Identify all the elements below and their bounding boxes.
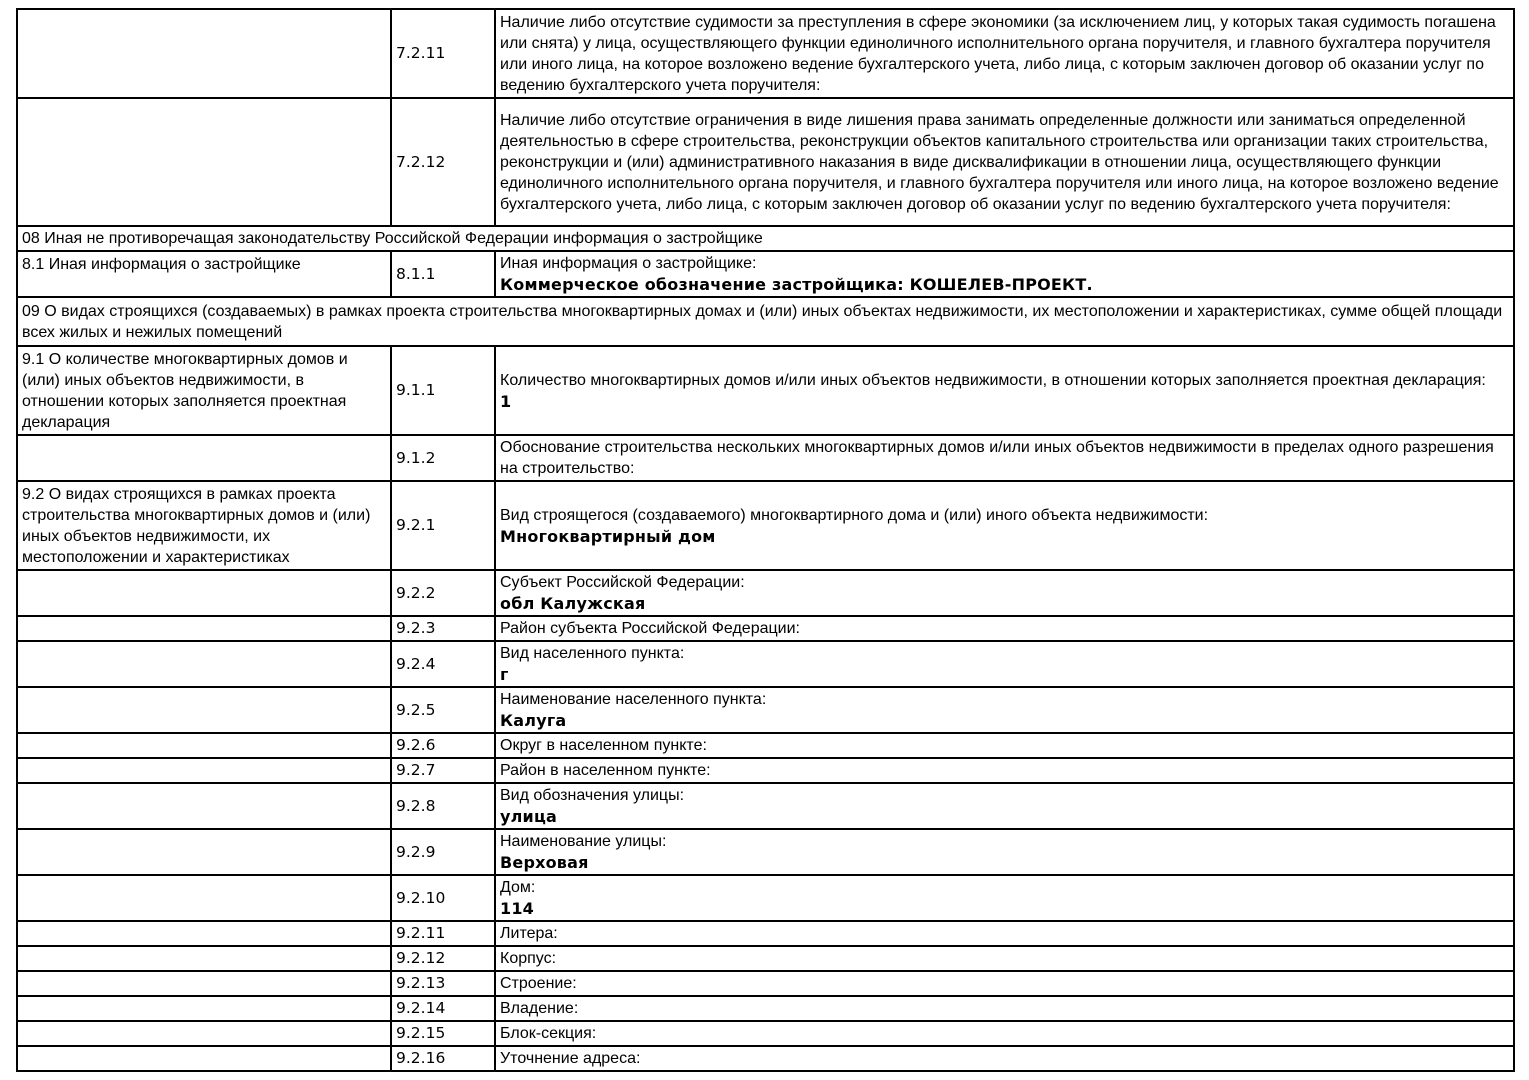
item-number: 9.2.7 bbox=[391, 758, 495, 783]
field-value: г bbox=[500, 665, 509, 684]
row-topic-cell bbox=[17, 9, 391, 98]
item-number: 9.2.12 bbox=[391, 946, 495, 971]
row-content-cell bbox=[495, 687, 1514, 733]
table-row bbox=[17, 829, 1514, 875]
field-label: Корпус: bbox=[500, 950, 557, 967]
row-content-cell bbox=[495, 996, 1514, 1021]
row-content-cell bbox=[495, 1021, 1514, 1046]
field-label: Литера: bbox=[500, 925, 558, 942]
row-content-cell bbox=[495, 1046, 1514, 1071]
item-number: 9.2.3 bbox=[391, 616, 495, 641]
item-number: 9.2.15 bbox=[391, 1021, 495, 1046]
field-label: Вид обозначения улицы: bbox=[500, 787, 685, 804]
row-topic-cell: 9.2 О видах строящихся в рамках проекта строительства многоквартирных домов и (или) иных объектов недвижимости, их местоположении и характеристиках bbox=[17, 481, 391, 570]
row-topic-cell bbox=[17, 641, 391, 687]
row-content-cell bbox=[495, 758, 1514, 783]
field-label: Иная информация о застройщике: bbox=[500, 255, 757, 272]
section-header-text: 09 О видах строящихся (создаваемых) в рамках проекта строительства многоквартирных домах и (или) иных объектах недвижимости, их местоположении и характеристиках, сумме общей площади всех жилых и нежилых помещений bbox=[17, 297, 1514, 346]
item-number: 9.2.8 bbox=[391, 783, 495, 829]
field-label: Уточнение адреса: bbox=[500, 1050, 641, 1067]
row-topic-cell bbox=[17, 1021, 391, 1046]
row-topic-cell bbox=[17, 829, 391, 875]
field-label: Наличие либо отсутствие судимости за преступления в сфере экономики (за исключением лиц, у которых такая судимость погашена или снята) у лица, осуществляющего функции единоличного исполнительного органа поручителя, и главного бухгалтера поручителя или иного лица, на которое возложено ведение бухгалтерского учета, либо лица, с которым заключен договор об оказании услуг по ведению бухгалтерского учета поручителя: bbox=[500, 13, 1496, 94]
field-value: обл Калужская bbox=[500, 594, 646, 613]
row-content-cell bbox=[495, 829, 1514, 875]
row-content-cell bbox=[495, 921, 1514, 946]
table-row bbox=[17, 758, 1514, 783]
row-content-cell bbox=[495, 98, 1514, 226]
row-topic-cell bbox=[17, 687, 391, 733]
row-topic-cell: 9.1 О количестве многоквартирных домов и (или) иных объектов недвижимости, в отношении которых заполняется проектная декларация bbox=[17, 346, 391, 435]
item-number: 9.2.9 bbox=[391, 829, 495, 875]
row-topic-cell bbox=[17, 875, 391, 921]
table-row bbox=[17, 921, 1514, 946]
table-row bbox=[17, 946, 1514, 971]
table-row bbox=[17, 346, 1514, 435]
field-value: Коммерческое обозначение застройщика: КОШЕЛЕВ-ПРОЕКТ. bbox=[500, 275, 1093, 294]
field-label: Наименование улицы: bbox=[500, 833, 667, 850]
row-topic-cell: 8.1 Иная информация о застройщике bbox=[17, 251, 391, 297]
field-value: Верховая bbox=[500, 853, 589, 872]
field-label: Субъект Российской Федерации: bbox=[500, 574, 745, 591]
item-number: 9.2.4 bbox=[391, 641, 495, 687]
item-number: 9.2.6 bbox=[391, 733, 495, 758]
item-number: 9.1.1 bbox=[391, 346, 495, 435]
field-label: Блок-секция: bbox=[500, 1025, 597, 1042]
field-label: Вид населенного пункта: bbox=[500, 645, 685, 662]
row-content-cell bbox=[495, 641, 1514, 687]
row-topic-cell bbox=[17, 435, 391, 481]
table-row bbox=[17, 687, 1514, 733]
field-label: Наименование населенного пункта: bbox=[500, 691, 767, 708]
item-number: 7.2.11 bbox=[391, 9, 495, 98]
table-row bbox=[17, 971, 1514, 996]
row-content-cell bbox=[495, 435, 1514, 481]
table-row bbox=[17, 616, 1514, 641]
field-label: Округ в населенном пункте: bbox=[500, 737, 707, 754]
field-value: улица bbox=[500, 807, 558, 826]
item-number: 9.2.14 bbox=[391, 996, 495, 1021]
table-row bbox=[17, 1021, 1514, 1046]
row-topic-cell bbox=[17, 616, 391, 641]
item-number: 9.2.13 bbox=[391, 971, 495, 996]
item-number: 9.2.10 bbox=[391, 875, 495, 921]
field-value: Калуга bbox=[500, 711, 567, 730]
table-row bbox=[17, 251, 1514, 297]
row-content-cell bbox=[495, 346, 1514, 435]
row-topic-cell bbox=[17, 570, 391, 616]
table-row bbox=[17, 875, 1514, 921]
row-topic-cell bbox=[17, 946, 391, 971]
field-value: 1 bbox=[500, 391, 512, 411]
field-label: Обоснование строительства нескольких многоквартирных домов и/или иных объектов недвижимости в пределах одного разрешения на строительство: bbox=[500, 439, 1494, 477]
item-number: 9.2.11 bbox=[391, 921, 495, 946]
field-label: Район в населенном пункте: bbox=[500, 762, 711, 779]
item-number: 9.2.16 bbox=[391, 1046, 495, 1071]
row-content-cell bbox=[495, 9, 1514, 98]
row-topic-cell bbox=[17, 758, 391, 783]
row-topic-cell bbox=[17, 733, 391, 758]
table-row bbox=[17, 733, 1514, 758]
field-label: Наличие либо отсутствие ограничения в виде лишения права занимать определенные должности или заниматься определенной деятельностью в сфере строительства, реконструкции объектов капитального строительства или организации таких строительства, реконструкции и (или) административного наказания в виде дисквалификации в отношении лица, осуществляющего функции единоличного исполнительного органа поручителя, и главного бухгалтера поручителя или иного лица, на которое возложено ведение бухгалтерского учета, либо лица, с которым заключен договор об оказании услуг по ведению бухгалтерского учета поручителя: bbox=[500, 111, 1499, 213]
table-row bbox=[17, 1046, 1514, 1071]
row-content-cell bbox=[495, 946, 1514, 971]
table-row bbox=[17, 435, 1514, 481]
table-row bbox=[17, 996, 1514, 1021]
row-topic-cell bbox=[17, 971, 391, 996]
field-value: Многоквартирный дом bbox=[500, 526, 716, 546]
row-topic-cell bbox=[17, 98, 391, 226]
item-number: 7.2.12 bbox=[391, 98, 495, 226]
row-topic-cell bbox=[17, 996, 391, 1021]
section-header-row bbox=[17, 226, 1514, 251]
row-topic-cell bbox=[17, 921, 391, 946]
row-content-cell bbox=[495, 251, 1514, 297]
row-topic-cell bbox=[17, 1046, 391, 1071]
section-header-text: 08 Иная не противоречащая законодательству Российской Федерации информация о застройщике bbox=[17, 226, 1514, 251]
item-number: 9.2.1 bbox=[391, 481, 495, 570]
item-number: 9.1.2 bbox=[391, 435, 495, 481]
field-value: 114 bbox=[500, 899, 534, 918]
table-row bbox=[17, 98, 1514, 226]
row-content-cell bbox=[495, 875, 1514, 921]
row-content-cell bbox=[495, 570, 1514, 616]
row-content-cell bbox=[495, 481, 1514, 570]
field-label: Количество многоквартирных домов и/или иных объектов недвижимости, в отношении которых заполняется проектная декларация: bbox=[500, 371, 1486, 389]
item-number: 9.2.5 bbox=[391, 687, 495, 733]
project-declaration-table bbox=[16, 8, 1515, 1072]
field-label: Вид строящегося (создаваемого) многоквартирного дома и (или) иного объекта недвижимости: bbox=[500, 506, 1209, 524]
section-header-row bbox=[17, 297, 1514, 346]
row-content-cell bbox=[495, 733, 1514, 758]
item-number: 9.2.2 bbox=[391, 570, 495, 616]
table-row bbox=[17, 641, 1514, 687]
field-label: Дом: bbox=[500, 879, 536, 896]
item-number: 8.1.1 bbox=[391, 251, 495, 297]
field-label: Строение: bbox=[500, 975, 577, 992]
row-topic-cell bbox=[17, 783, 391, 829]
row-content-cell bbox=[495, 783, 1514, 829]
field-label: Владение: bbox=[500, 1000, 579, 1017]
table-row bbox=[17, 783, 1514, 829]
row-content-cell bbox=[495, 616, 1514, 641]
table-row bbox=[17, 570, 1514, 616]
row-content-cell bbox=[495, 971, 1514, 996]
field-label: Район субъекта Российской Федерации: bbox=[500, 620, 800, 637]
table-row bbox=[17, 9, 1514, 98]
table-row bbox=[17, 481, 1514, 570]
